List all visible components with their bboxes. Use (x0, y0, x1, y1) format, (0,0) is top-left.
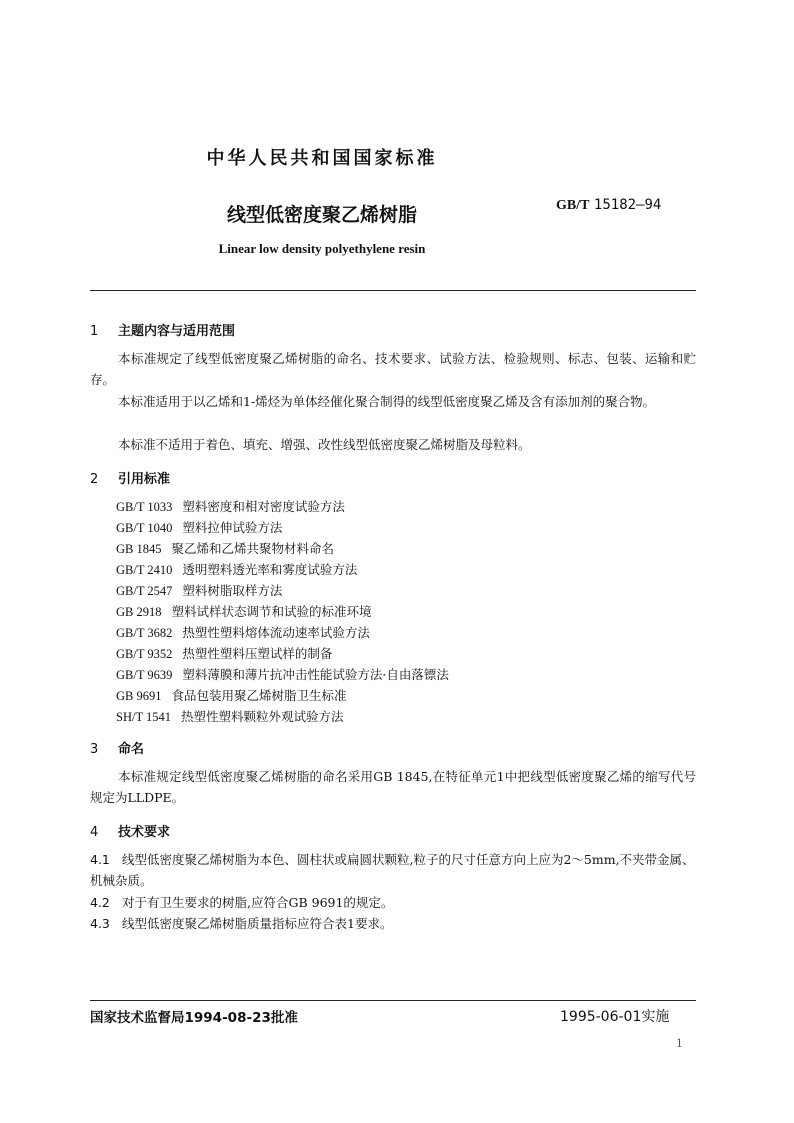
reference-title: 透明塑料透光率和雾度试验方法 (182, 562, 358, 577)
reference-item (116, 539, 334, 557)
reference-title: 塑料密度和相对密度试验方法 (182, 499, 345, 514)
section-title: 命名 (118, 742, 145, 757)
reference-item (116, 602, 372, 620)
section-title: 主题内容与适用范围 (118, 324, 236, 339)
footer-divider (90, 1000, 696, 1001)
reference-title: 塑料试样状态调节和试验的标准环境 (171, 604, 372, 619)
standard-code (556, 197, 661, 214)
reference-code: GB/T 2410 (116, 563, 173, 577)
reference-item (116, 560, 357, 578)
standard-code-prefix: GB/T (556, 198, 590, 213)
section-1-heading (90, 320, 235, 339)
reference-item (116, 518, 282, 536)
reference-code: GB 2918 (116, 605, 162, 619)
reference-title: 塑料拉伸试验方法 (182, 520, 283, 535)
document-title-en: Linear low density polyethylene resin (218, 241, 426, 256)
effective-date: 1995-06-01实施 (560, 1009, 670, 1025)
requirement-item (90, 913, 696, 934)
requirement-item (90, 849, 696, 891)
reference-title: 热塑性塑料颗粒外观试验方法 (181, 709, 344, 724)
reference-title: 聚乙烯和乙烯共聚物材料命名 (171, 541, 335, 556)
item-number: 4.1 (90, 852, 110, 867)
reference-code: GB/T 1033 (116, 500, 173, 514)
section-number: 1 (90, 324, 99, 339)
reference-item (116, 623, 370, 641)
country-standard-title: 中华人民共和国国家标准 (206, 148, 438, 169)
header-divider (90, 290, 696, 291)
section-number: 4 (90, 825, 99, 840)
section-4-heading (90, 821, 170, 840)
section-title: 引用标准 (118, 472, 171, 487)
reference-item (116, 686, 347, 704)
reference-title: 塑料薄膜和薄片抗冲击性能试验方法·自由落镖法 (182, 667, 449, 682)
reference-code: GB/T 3682 (116, 626, 173, 640)
reference-code: GB/T 9352 (116, 647, 173, 661)
page-number: 1 (676, 1037, 683, 1050)
item-number: 4.3 (90, 916, 110, 931)
section-number: 3 (90, 742, 99, 757)
reference-item (116, 707, 344, 725)
section-1-paragraph-1: 本标准规定了线型低密度聚乙烯树脂的命名、技术要求、试验方法、检验规则、标志、包装、运输和贮存。 (90, 351, 696, 387)
item-text: 线型低密度聚乙烯树脂质量指标应符合表1要求。 (122, 916, 393, 931)
reference-title: 食品包装用聚乙烯树脂卫生标准 (171, 688, 347, 703)
reference-code: GB/T 1040 (116, 521, 173, 535)
standard-code-number: 15182—94 (593, 197, 662, 213)
section-3-paragraph: 本标准规定线型低密度聚乙烯树脂的命名采用GB 1845,在特征单元1中把线型低密度聚乙烯的缩写代号规定为LLDPE。 (90, 769, 696, 805)
section-1-paragraph-3: 本标准不适用于着色、填充、增强、改性线型低密度聚乙烯树脂及母粒料。 (118, 437, 531, 452)
item-text: 对于有卫生要求的树脂,应符合GB 9691的规定。 (122, 895, 394, 910)
section-1-paragraph-2: 本标准适用于以乙烯和1-烯烃为单体经催化聚合制得的线型低密度聚乙烯及含有添加剂的聚合物。 (118, 394, 656, 409)
reference-code: GB/T 9639 (116, 668, 173, 682)
reference-title: 热塑性塑料压塑试样的制备 (182, 646, 333, 661)
section-2-heading (90, 468, 170, 487)
item-text: 线型低密度聚乙烯树脂为本色、圆柱状或扁圆状颗粒,粒子的尺寸任意方向上应为2～5mm,不夹带金属、机械杂质。 (90, 852, 695, 888)
reference-title: 热塑性塑料熔体流动速率试验方法 (182, 625, 370, 640)
item-number: 4.2 (90, 895, 110, 910)
reference-code: GB 9691 (116, 689, 162, 703)
reference-item (116, 581, 282, 599)
section-number: 2 (90, 472, 99, 487)
document-title-cn: 线型低密度聚乙烯树脂 (226, 204, 417, 226)
section-3-heading (90, 738, 144, 757)
reference-title: 塑料树脂取样方法 (182, 583, 283, 598)
reference-code: GB 1845 (116, 542, 162, 556)
reference-code: GB/T 2547 (116, 584, 173, 598)
section-title: 技术要求 (118, 825, 171, 840)
reference-item (116, 497, 345, 515)
reference-code: SH/T 1541 (116, 710, 171, 724)
requirement-item (90, 892, 696, 913)
approval-statement: 国家技术监督局1994-08-23批准 (90, 1010, 298, 1026)
reference-item (116, 665, 449, 683)
reference-item (116, 644, 332, 662)
